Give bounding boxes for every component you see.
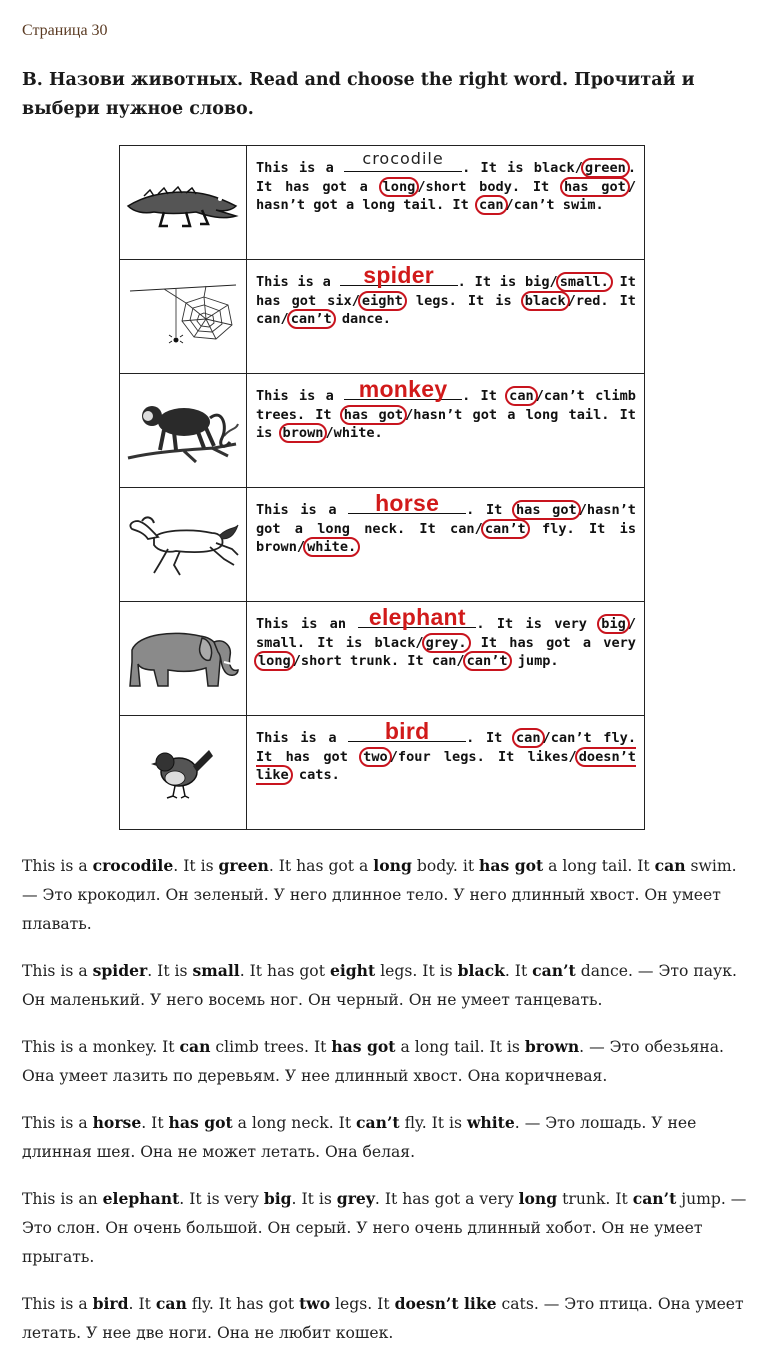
- answer-text: a long neck. It: [232, 1114, 357, 1132]
- answer-keyword: eight: [329, 961, 376, 980]
- bird-icon: [143, 736, 223, 806]
- text: trees. It: [255, 406, 342, 423]
- answer-text: a long tail. It is: [395, 1038, 525, 1056]
- answer-word: bird: [384, 718, 430, 744]
- answer-text: . It is: [291, 1190, 337, 1208]
- circled-word: has got: [512, 500, 581, 520]
- answer-text: a long tail. It: [543, 857, 655, 875]
- answer-text: This is a: [22, 1114, 93, 1132]
- task-heading: B. Назови животных. Read and choose the right word. Прочитай и выбери нужное слово.: [22, 70, 695, 119]
- answer-text: . It has got a very: [374, 1190, 519, 1208]
- answer-text: body. it: [411, 857, 480, 875]
- circled-word: black: [521, 291, 570, 311]
- text: . It is very: [476, 616, 600, 632]
- answer-text: swim. — Это крокодил. Он зеленый. У него длинное тело. У него длинный хвост. Он умеет плавать.: [22, 857, 737, 933]
- answer-keyword: spider: [92, 961, 148, 980]
- answer-text: . It has got a: [268, 857, 374, 875]
- circled-word: can’t: [287, 309, 336, 329]
- answer-text: climb trees. It: [210, 1038, 332, 1056]
- answer-text: fly. It has got: [186, 1295, 300, 1313]
- picture-cell: [120, 602, 247, 716]
- answer-keyword: white: [466, 1113, 515, 1132]
- answer-word: monkey: [358, 376, 448, 402]
- answer-text: . It: [504, 962, 533, 980]
- text: It has got a very: [468, 634, 636, 651]
- answer-keyword: can: [155, 1294, 187, 1313]
- circled-word: can’t: [463, 651, 512, 671]
- answer-keyword: small: [192, 961, 240, 980]
- answer-text: This is a monkey. It: [22, 1038, 180, 1056]
- circled-word: long: [254, 651, 295, 671]
- exercise-row: [120, 602, 645, 716]
- text-cell: [246, 716, 644, 830]
- text: hasn’t got a long tail. It: [255, 197, 477, 213]
- answer-text: jump. — Это слон. Он очень большой. Он серый. У него очень длинный хобот. Он не умеет прыгать.: [22, 1190, 747, 1266]
- answer-keyword: has got: [168, 1113, 233, 1132]
- text: /short trunk. It can/: [292, 653, 465, 669]
- text: . It: [462, 388, 508, 404]
- answer-paragraph: [22, 956, 747, 1015]
- text-cell: [246, 374, 644, 488]
- circled-word: two: [359, 747, 392, 767]
- answer-word: horse: [375, 490, 440, 516]
- exercise-sentence: [255, 718, 636, 785]
- circled-word: has got: [560, 177, 630, 197]
- exercise-table: [119, 145, 645, 830]
- exercise-row: [120, 260, 645, 374]
- answer-text: This is a: [22, 962, 93, 980]
- text: It has got a: [255, 178, 381, 195]
- exercise-row: [120, 146, 645, 260]
- text: This is an: [255, 616, 347, 632]
- answer-keyword: green: [218, 856, 269, 875]
- exercise-sentence: [255, 490, 637, 557]
- text: /can’t climb: [535, 388, 636, 404]
- answer-text: trunk. It: [557, 1190, 633, 1208]
- answer-text: This is a: [22, 857, 93, 875]
- answer-text: cats. — Это птица. Она умеет летать. У нее две ноги. Она не любит кошек.: [22, 1295, 744, 1342]
- text: This is a: [255, 274, 331, 290]
- text: It can/: [255, 292, 636, 327]
- answer-text: This is an: [22, 1190, 103, 1208]
- text: legs. It is: [404, 292, 523, 309]
- text: . It: [466, 502, 514, 518]
- text-cell: [246, 260, 644, 374]
- answers-section: [22, 851, 747, 1365]
- circled-word: big: [597, 614, 630, 634]
- text: This is a: [255, 730, 337, 746]
- circled-word: doesn’t like: [255, 748, 636, 783]
- answer-keyword: doesn’t like: [394, 1294, 497, 1313]
- answer-keyword: can’t: [356, 1113, 400, 1132]
- text: small. It is black/: [255, 634, 424, 651]
- answer-keyword: two: [299, 1294, 331, 1313]
- horse-icon: [124, 503, 242, 583]
- text: got a long neck. It can/: [255, 520, 483, 537]
- elephant-icon: [124, 620, 242, 694]
- answer-word: spider: [363, 262, 435, 288]
- circled-word: small.: [556, 272, 613, 292]
- text: .: [627, 160, 636, 176]
- text: /hasn’t: [578, 502, 636, 518]
- answer-text: . It is very: [179, 1190, 264, 1208]
- answer-text: . — Это лошадь. У нее длинная шея. Она не может летать. Она белая.: [22, 1114, 697, 1161]
- answer-keyword: horse: [92, 1113, 142, 1132]
- answer-keyword: grey: [336, 1189, 375, 1208]
- circled-word: long: [379, 177, 420, 197]
- answer-blank: [344, 149, 462, 172]
- answer-text: fly. It is: [399, 1114, 467, 1132]
- text: /hasn’t got a long tail. It is: [255, 406, 636, 441]
- answer-text: . It: [128, 1295, 156, 1313]
- answer-keyword: elephant: [102, 1189, 180, 1208]
- text: /can’t swim.: [505, 197, 604, 213]
- answer-paragraph: [22, 1032, 747, 1091]
- answer-text: . It is: [173, 857, 219, 875]
- circled-word: can: [512, 728, 545, 748]
- answer-text: dance. — Это паук. Он маленький. У него восемь ног. Он черный. Он не умеет танцевать.: [22, 962, 737, 1009]
- answer-blank: [358, 604, 476, 630]
- circled-word: grey.: [422, 633, 471, 653]
- answer-text: . It is: [147, 962, 193, 980]
- exercise-row: [120, 716, 645, 830]
- text: . It is big/: [457, 274, 558, 290]
- text: dance.: [333, 311, 391, 327]
- answer-paragraph: [22, 1289, 747, 1348]
- answer-keyword: can: [179, 1037, 211, 1056]
- text: /can’t fly.: [542, 730, 636, 746]
- text-cell: [246, 146, 644, 260]
- answer-blank: [348, 490, 466, 516]
- text: This is a: [255, 160, 334, 176]
- exercise-sentence: [255, 262, 636, 329]
- answer-keyword: bird: [92, 1294, 129, 1313]
- answer-word: elephant: [368, 604, 466, 630]
- circled-word: has got: [340, 405, 407, 425]
- answer-keyword: can’t: [632, 1189, 677, 1208]
- crocodile-icon: [124, 166, 242, 236]
- answer-text: . — Это обезьяна. Она умеет лазить по деревьям. У нее длинный хвост. Она коричневая.: [22, 1038, 725, 1085]
- circled-word: green: [581, 158, 630, 178]
- answer-blank: [344, 376, 462, 402]
- text: . It: [466, 730, 514, 746]
- text: /short body. It: [417, 178, 562, 195]
- text: /: [627, 178, 636, 195]
- picture-cell: [120, 488, 247, 602]
- answer-text: legs. It is: [375, 962, 458, 980]
- picture-cell: [120, 374, 247, 488]
- answer-keyword: has got: [331, 1037, 396, 1056]
- answer-keyword: has got: [479, 856, 544, 875]
- answer-text: . It: [141, 1114, 169, 1132]
- picture-cell: [120, 716, 247, 830]
- answer-keyword: brown: [524, 1037, 580, 1056]
- text: This is a: [255, 502, 337, 518]
- circled-word: can: [475, 195, 508, 215]
- circled-word: can: [505, 386, 538, 406]
- text: . It is black/: [462, 160, 583, 176]
- answer-blank: [340, 262, 458, 288]
- answer-text: This is a: [22, 1295, 93, 1313]
- answer-paragraph: [22, 851, 747, 939]
- exercise-sentence: [255, 376, 636, 443]
- circled-word: white.: [303, 537, 360, 557]
- answer-keyword: long: [373, 856, 412, 875]
- page-title: Страница 30: [22, 22, 108, 39]
- exercise-row: [120, 374, 645, 488]
- answer-keyword: long: [518, 1189, 558, 1208]
- answer-paragraph: [22, 1108, 747, 1167]
- answer-text: . It has got: [239, 962, 330, 980]
- text: jump.: [509, 653, 559, 669]
- text-cell: [246, 488, 644, 602]
- text: brown/: [255, 539, 306, 555]
- circled-word: eight: [358, 291, 407, 311]
- exercise-row: [120, 488, 645, 602]
- answer-keyword: can’t: [532, 961, 576, 980]
- text: /: [627, 616, 637, 632]
- answer-keyword: big: [263, 1189, 292, 1208]
- circled-word: brown: [279, 423, 328, 443]
- text: This is a: [255, 388, 334, 404]
- text-cell: [246, 602, 644, 716]
- answer-keyword: black: [457, 961, 505, 980]
- text: fly. It is: [527, 520, 637, 537]
- exercise-sentence: [255, 149, 636, 215]
- answer-keyword: can: [654, 856, 686, 875]
- answer-text: legs. It: [330, 1295, 395, 1313]
- monkey-icon: [124, 388, 242, 470]
- text: It has got: [255, 748, 362, 765]
- exercise-sentence: [255, 604, 637, 671]
- circled-word: can’t: [481, 519, 530, 539]
- answer-word: crocodile: [362, 149, 444, 168]
- text: /four legs. It likes/: [389, 748, 577, 765]
- answer-keyword: crocodile: [92, 856, 174, 875]
- text: cats.: [298, 767, 340, 783]
- answer-paragraph: [22, 1184, 747, 1272]
- picture-cell: [120, 260, 247, 374]
- text: It has got six/: [255, 274, 636, 309]
- text: /white.: [325, 425, 383, 441]
- text: /red.: [567, 292, 609, 309]
- spider-icon: [124, 275, 242, 355]
- picture-cell: [120, 146, 247, 260]
- answer-blank: [348, 718, 466, 744]
